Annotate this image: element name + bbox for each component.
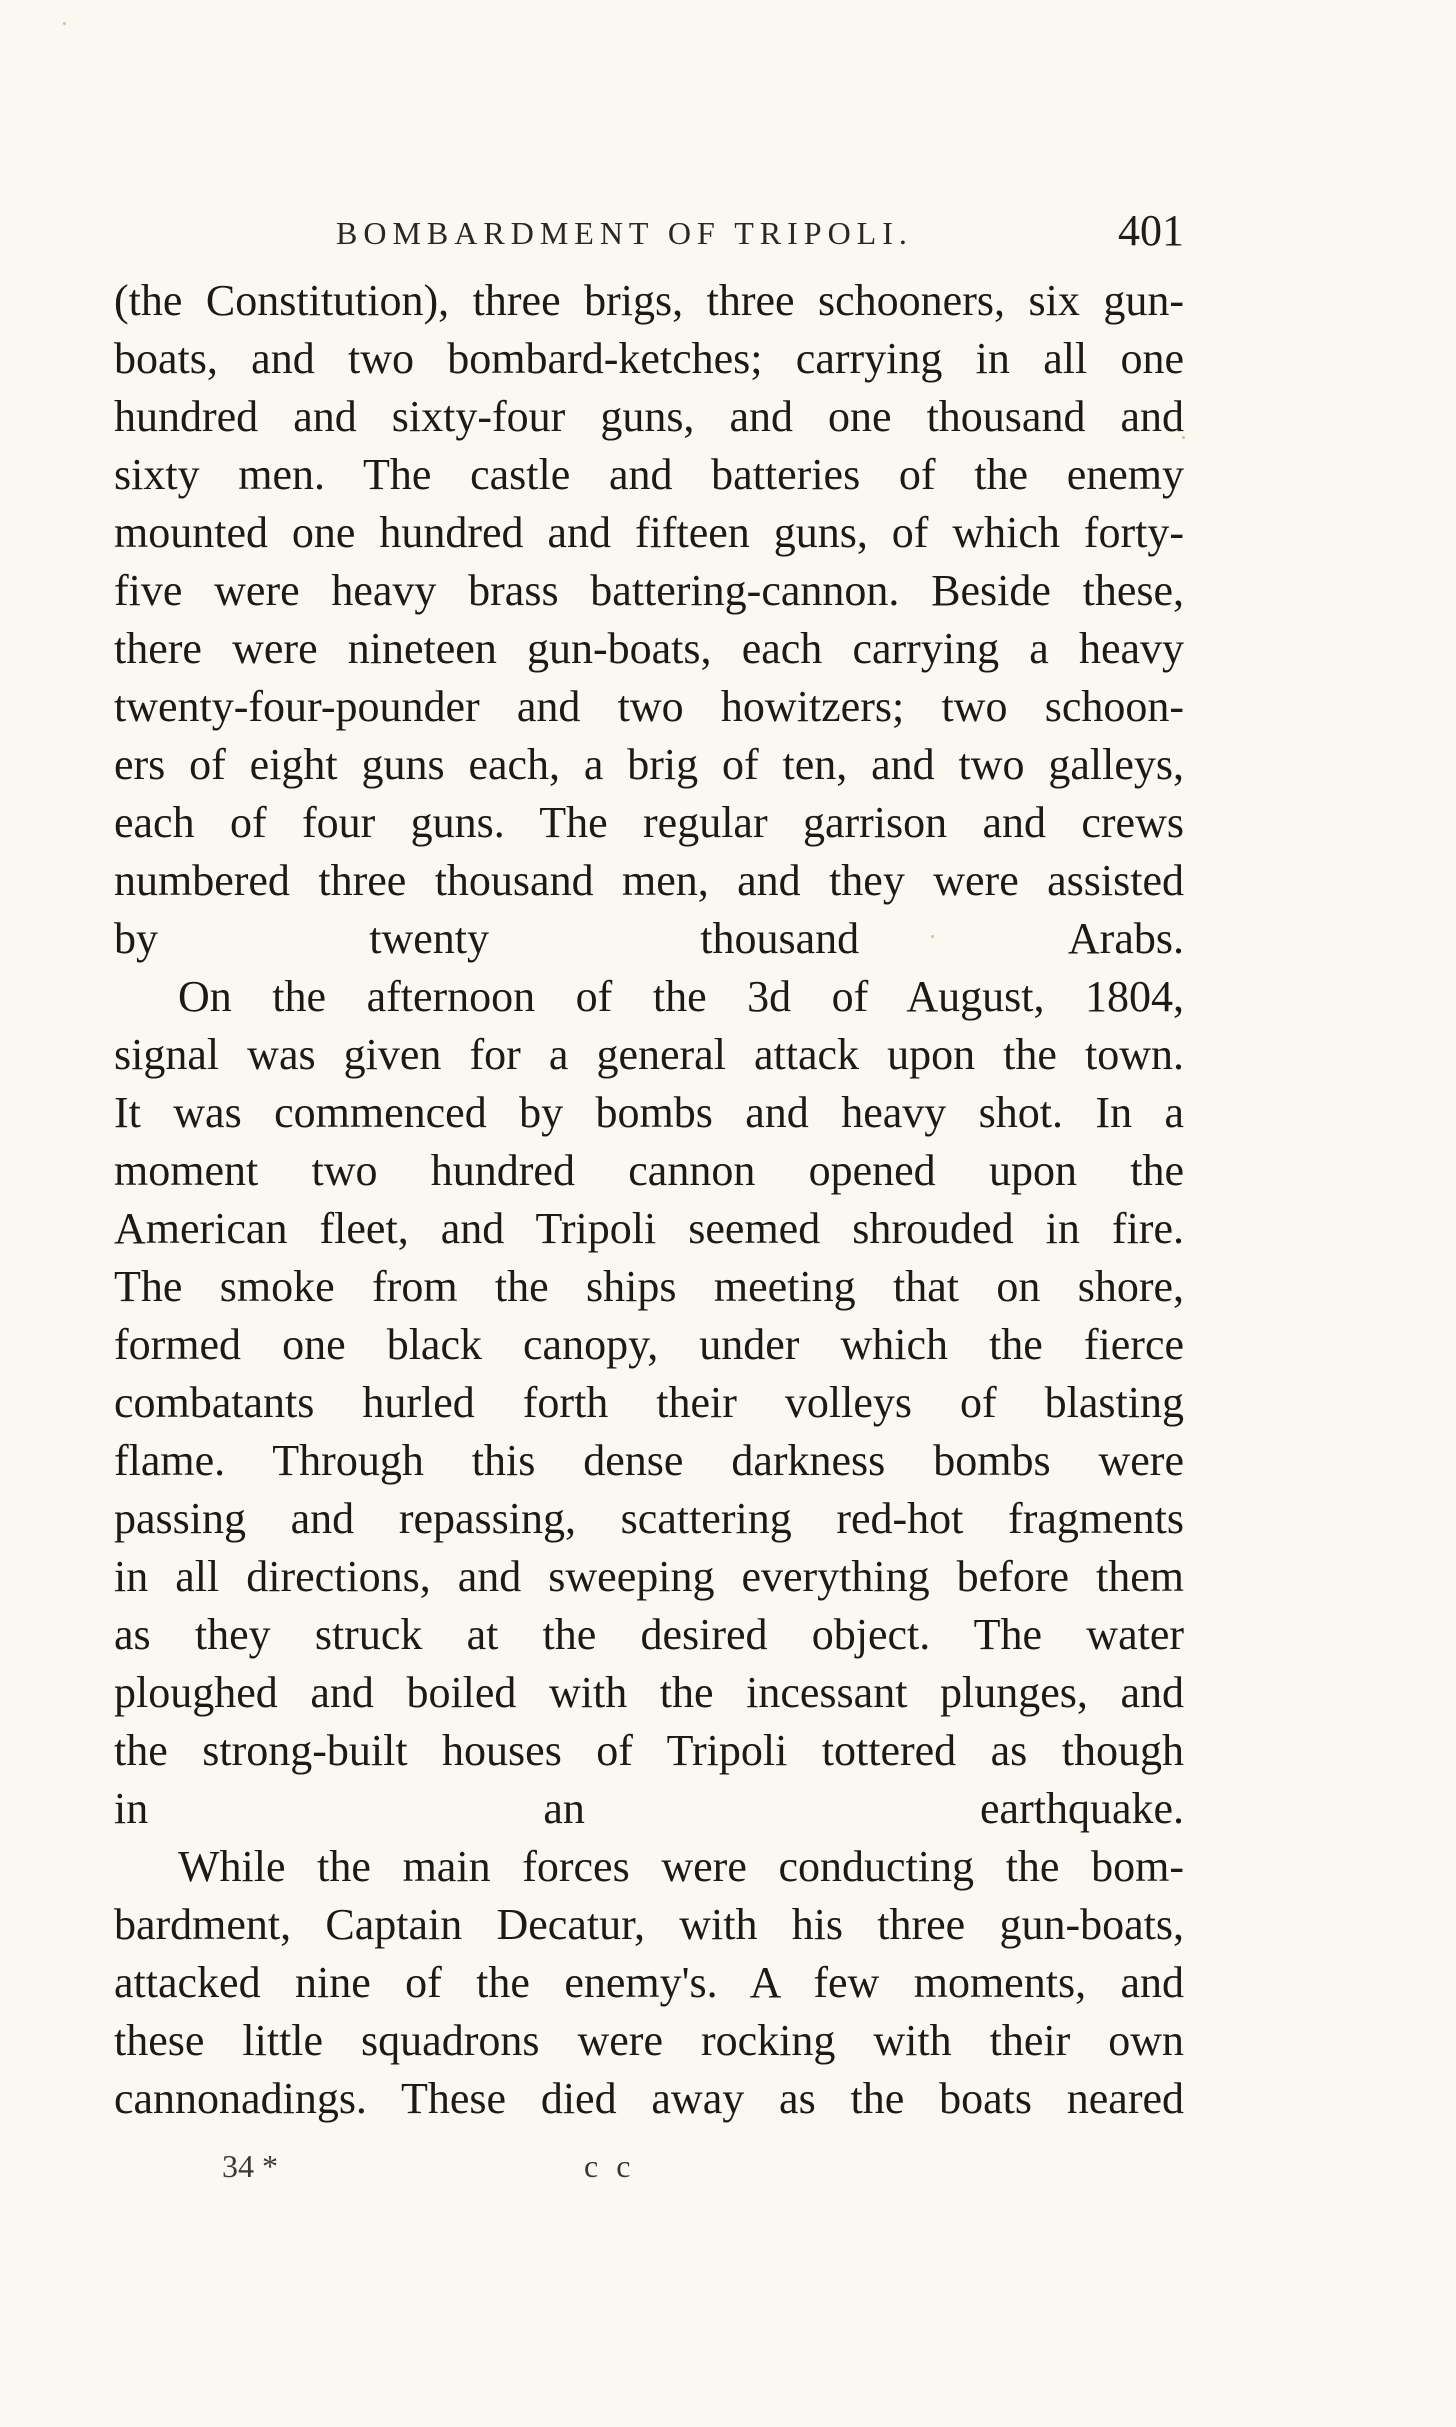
text-line: It was commenced by bombs and heavy shot. In a [114, 1088, 1185, 1137]
text-line: boats, and two bombard-ketches; carrying in all one [114, 334, 1184, 383]
text-line: sixty men. The castle and batteries of the enemy [114, 450, 1185, 499]
text-line: attacked nine of the enemy's. A few moments, and [114, 1958, 1184, 2007]
text-line: ers of eight guns each, a brig of ten, and two galleys, [114, 740, 1184, 789]
running-title: BOMBARDMENT OF TRIPOLI. [336, 215, 913, 251]
running-head [114, 205, 1184, 265]
paragraph-continuation [114, 272, 1184, 968]
paper-speck [63, 22, 66, 25]
text-line: passing and repassing, scattering red-hot fragments [114, 1494, 1184, 1543]
text-line: moment two hundred cannon opened upon the [114, 1146, 1184, 1195]
text-line: combatants hurled forth their volleys of blasting [114, 1378, 1184, 1427]
text-line: these little squadrons were rocking with their own [114, 2016, 1185, 2065]
text-line: each of four guns. The regular garrison and crews [114, 798, 1184, 847]
text-line: in an earthquake. [114, 1784, 1184, 1833]
text-line: (the Constitution), three brigs, three schooners, six gun- [114, 276, 1184, 325]
text-line: formed one black canopy, under which the fierce [114, 1320, 1185, 1369]
text-line: numbered three thousand men, and they were assisted [114, 856, 1185, 905]
text-line: there were nineteen gun-boats, each carrying a heavy [114, 624, 1185, 673]
page-number: 401 [1118, 206, 1184, 255]
signature-number: 34 * [222, 2148, 278, 2184]
paragraph-attack [114, 968, 1184, 1838]
text-line: as they struck at the desired object. The water [114, 1610, 1185, 1659]
text-line: bardment, Captain Decatur, with his three gun-boats, [114, 1900, 1184, 1949]
text-line: On the afternoon of the 3d of August, 1804, [178, 972, 1185, 1021]
text-line: American fleet, and Tripoli seemed shrouded in fire. [114, 1204, 1184, 1253]
text-line: While the main forces were conducting the bom- [178, 1842, 1184, 1891]
text-line: cannonadings. These died away as the boats neared [114, 2074, 1184, 2123]
text-line: in all directions, and sweeping everything before them [114, 1552, 1184, 1601]
text-line: by twenty thousand Arabs. [114, 914, 1184, 963]
text-line: signal was given for a general attack upon the town. [114, 1030, 1185, 1079]
text-line: twenty-four-pounder and two howitzers; two schoon- [114, 682, 1184, 731]
paragraph-decatur [114, 1838, 1184, 2128]
text-line: hundred and sixty-four guns, and one thousand and [114, 392, 1184, 441]
page-footer [114, 2148, 1184, 2198]
signature-letters: c c [584, 2148, 636, 2184]
text-line: flame. Through this dense darkness bombs were [114, 1436, 1184, 1485]
text-line: five were heavy brass battering-cannon. Beside these, [114, 566, 1185, 615]
text-line: the strong-built houses of Tripoli tottered as though [114, 1726, 1184, 1775]
text-line: The smoke from the ships meeting that on shore, [114, 1262, 1185, 1311]
body-text [114, 272, 1184, 2128]
text-line: mounted one hundred and fifteen guns, of which forty- [114, 508, 1184, 557]
text-line: ploughed and boiled with the incessant plunges, and [114, 1668, 1184, 1717]
